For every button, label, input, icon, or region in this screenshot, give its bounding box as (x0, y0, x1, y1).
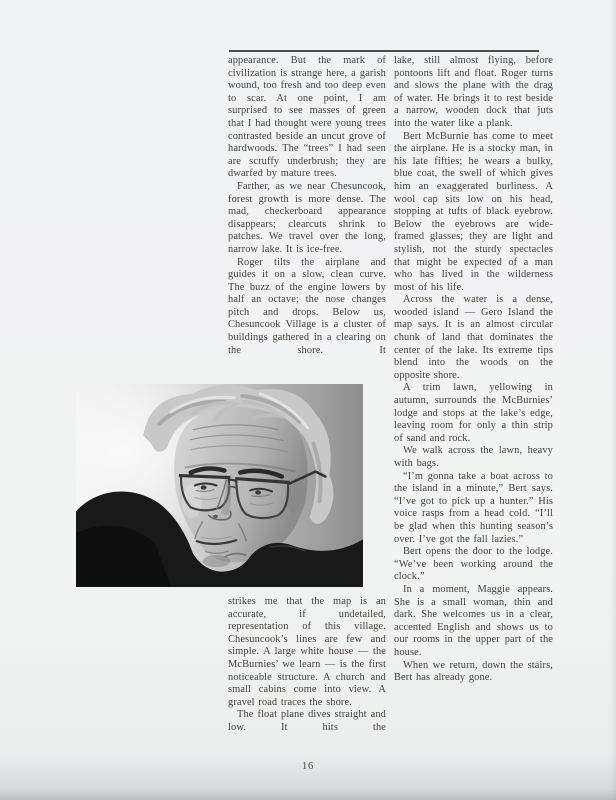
portrait-photo-icon (76, 384, 363, 587)
paragraph: “I’m gonna take a boat across to the island in a minute,” Bert says. “I’ve got to pick up a hunter.” His voice rasps from a head cold. “I’ll be glad when this hunting season’s over. I’ve got the fall lazies.” (394, 470, 553, 545)
left-column-lower (228, 596, 386, 735)
paragraph: Across the water is a dense, wooded island — Gero Island the map says. It is an almost circular chunk of land that dominates the center of the lake. Its extreme tips blend into the woods on the opposite shore. (394, 294, 553, 381)
paragraph: The float plane dives straight and low. It hits the (228, 709, 386, 733)
top-rule (229, 50, 539, 52)
paragraph: appearance. But the mark of civilization is strange here, a garish wound, too fresh and too deep even to scar. At one point, I am surprised to see masses of green that I had thought were young trees contrasted beside an uncut grove of hardwoods. The “trees” I had seen are scruffy underbrush; they are dwarfed by mature trees. (228, 55, 386, 180)
paragraph: Bert McBurnie has come to meet the airplane. He is a stocky man, in his late fifties; he wears a bulky, blue coat, the swell of which gives him an exaggerated burliness. A wool cap sits low on his head, stopping at tufts of black eyebrow. Below the eyebrows are wide-framed glasses; they are light and stylish, not the sturdy spectacles that might be expected of a man who has lived in the wilderness most of his life. (394, 130, 553, 293)
portrait-photo (76, 384, 363, 587)
paragraph: strikes me that the map is an accurate, if undetailed, representation of this village. Chesuncook’s lines are few and simple. A large white house — the McBurnies’ we learn — is the first noticeable structure. A church and small cabins come into view. A gravel road traces the shore. (228, 596, 386, 708)
paragraph: lake, still almost flying, before pontoons lift and float. Roger turns and slows the plane with the drag of water. He brings it to rest beside a narrow, wooden dock that juts into the water like a plank. (394, 55, 553, 129)
right-column (394, 55, 553, 685)
left-column-upper (228, 55, 386, 357)
page-number: 16 (301, 761, 315, 772)
paragraph: When we return, down the stairs, Bert has already gone. (394, 659, 553, 684)
paragraph: We walk across the lawn, heavy with bags. (394, 445, 553, 469)
paragraph: In a moment, Maggie appears. She is a small woman, thin and dark. She welcomes us in a clear, accented English and shows us to our rooms in the upper part of the house. (394, 583, 553, 658)
paragraph: A trim lawn, yellowing in autumn, surrounds the McBurnies’ lodge and stops at the lake’s edge, leaving room for only a thin strip of sand and rock. (394, 382, 553, 444)
paragraph: Farther, as we near Chesuncook, forest growth is more dense. The mad, checkerboard appearance disappears; clearcuts shrink to patches. We travel over the long, narrow lake. It is ice-free. (228, 180, 386, 255)
paragraph: Bert opens the door to the lodge. “We’ve been working around the clock.” (394, 546, 553, 583)
paragraph: Roger tilts the airplane and guides it on a slow, clean curve. The buzz of the engine lowers by half an octave; the nose changes pitch and drops. Below us, Chesuncook Village is a cluster of buildings gathered in a clearing on the shore. It (228, 256, 386, 356)
